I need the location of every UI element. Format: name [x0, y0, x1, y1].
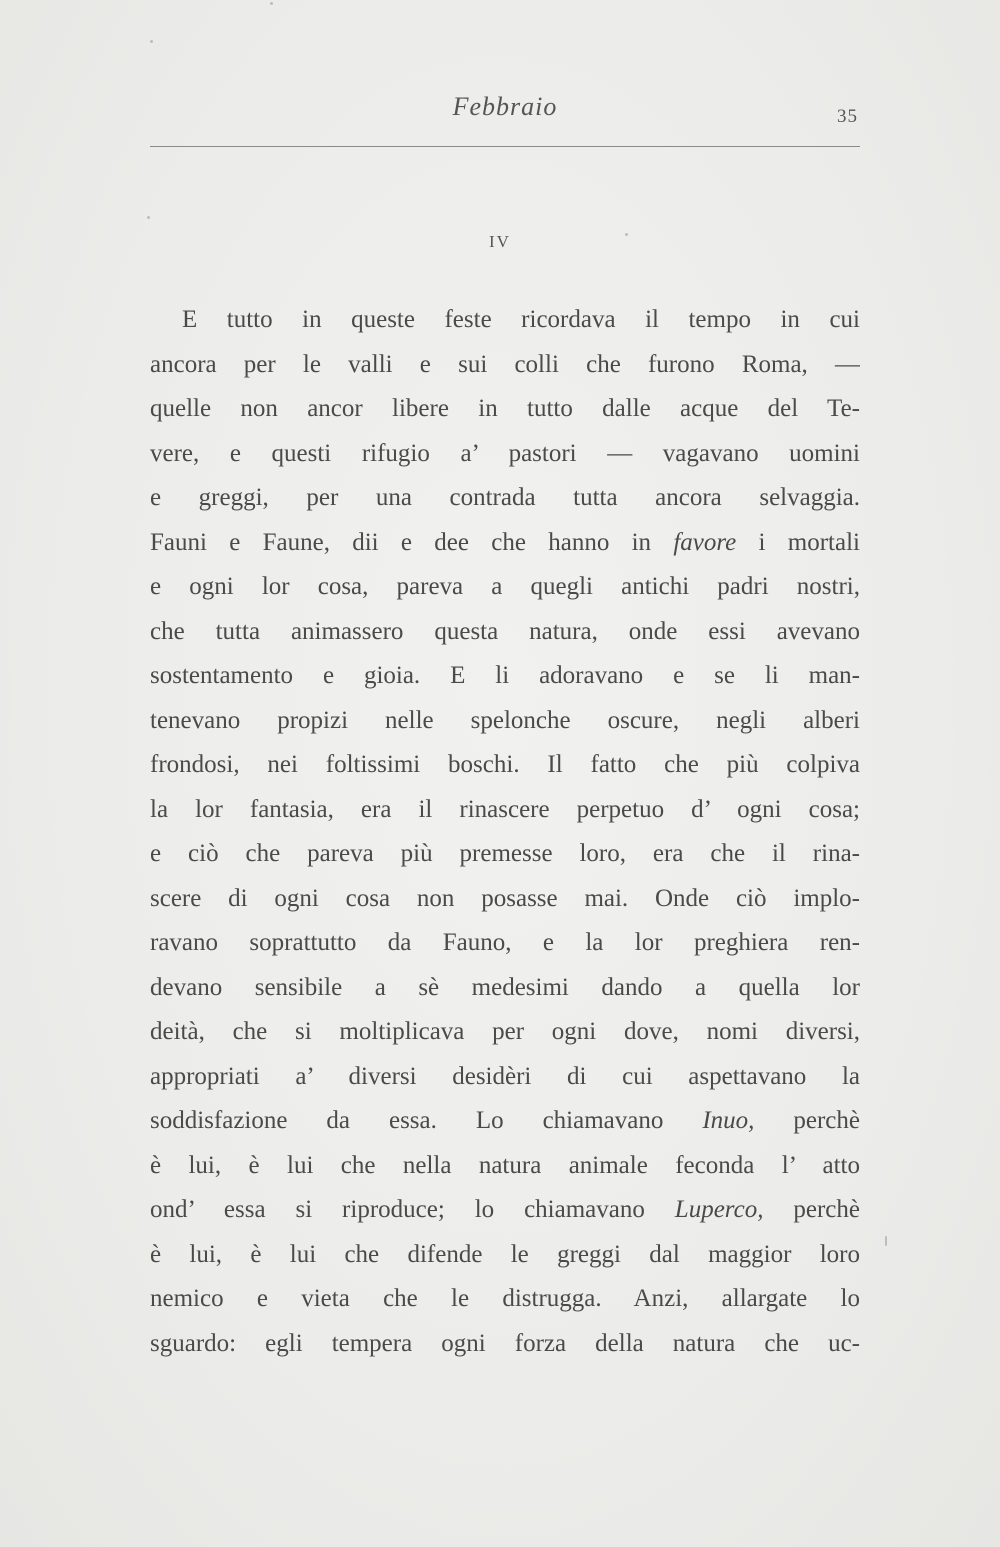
text-line: [150, 699, 860, 744]
text-line: [150, 1233, 860, 1278]
text-line: [150, 565, 860, 610]
text-line: [150, 743, 860, 788]
paper-speck: [885, 1236, 887, 1246]
text-segment: ancora per le valli e sui colli che furono Roma, —: [150, 350, 860, 378]
text-line: [150, 1055, 860, 1100]
text-segment: è lui, è lui che nella natura animale feconda l’ atto: [150, 1151, 860, 1179]
text-segment: scere di ogni cosa non posasse mai. Onde ciò implo-: [150, 884, 860, 912]
text-segment: appropriati a’ diversi desidèri di cui aspettavano la: [150, 1062, 860, 1090]
text-line: [150, 877, 860, 922]
text-segment: la lor fantasia, era il rinascere perpetuo d’ ogni cosa;: [150, 795, 860, 823]
text-line: [150, 654, 860, 699]
text-segment: E tutto in queste feste ricordava il tempo in cui: [182, 306, 860, 333]
text-line: [150, 521, 860, 566]
running-title: Febbraio: [452, 92, 558, 121]
text-segment: ravano soprattutto da Fauno, e la lor preghiera ren-: [150, 929, 860, 956]
text-segment: sguardo: egli tempera ogni forza della natura che uc-: [150, 1329, 860, 1357]
text-line: [150, 610, 860, 655]
text-line: [150, 1144, 860, 1189]
text-line: [150, 387, 860, 432]
text-segment: perchè: [763, 1196, 860, 1223]
text-segment: quelle non ancor libere in tutto dalle acque del Te-: [150, 395, 860, 422]
text-segment: perchè: [754, 1107, 860, 1134]
section-number: IV: [489, 232, 511, 251]
text-line: [150, 298, 860, 343]
text-segment: sostentamento e gioia. E li adoravano e se li man-: [150, 662, 860, 689]
text-segment: nemico e vieta che le distrugga. Anzi, allargate lo: [150, 1285, 860, 1312]
text-line: [150, 921, 860, 966]
text-line: [150, 1010, 860, 1055]
text-line: [150, 1099, 860, 1144]
paper-speck: [150, 40, 153, 43]
text-segment: soddisfazione da essa. Lo chiamavano: [150, 1107, 703, 1134]
italic-term: Luperco,: [674, 1196, 764, 1223]
page-number: 35: [837, 106, 858, 127]
text-line: [150, 1188, 860, 1233]
text-segment: ond’ essa si riproduce; lo chiamavano: [150, 1196, 675, 1223]
text-segment: vere, e questi rifugio a’ pastori — vagavano uomini: [150, 439, 860, 467]
italic-term: favore: [673, 528, 737, 556]
text-line: [150, 432, 860, 477]
text-line: [150, 966, 860, 1011]
text-segment: è lui, è lui che difende le greggi dal maggior loro: [150, 1240, 860, 1268]
text-line: [150, 343, 860, 388]
italic-term: Inuo,: [702, 1107, 755, 1134]
paper-speck: [625, 233, 628, 236]
text-segment: e greggi, per una contrada tutta ancora selvaggia.: [150, 484, 860, 511]
text-segment: devano sensibile a sè medesimi dando a quella lor: [150, 973, 860, 1001]
text-line: [150, 476, 860, 521]
running-head: [150, 88, 860, 147]
text-line: [150, 1277, 860, 1322]
body-text: [150, 298, 860, 1366]
text-segment: tenevano propizi nelle spelonche oscure, negli alberi: [150, 706, 860, 734]
text-segment: che tutta animassero questa natura, onde essi avevano: [150, 617, 860, 645]
text-segment: deità, che si moltiplicava per ogni dove, nomi diversi,: [150, 1018, 860, 1045]
text-segment: Fauni e Faune, dii e dee che hanno in: [150, 528, 674, 556]
text-line: [150, 788, 860, 833]
paper-speck: [147, 216, 150, 219]
text-segment: e ciò che pareva più premesse loro, era che il rina-: [150, 840, 860, 867]
text-segment: i mortali: [736, 528, 860, 556]
text-line: [150, 1322, 860, 1367]
text-segment: e ogni lor cosa, pareva a quegli antichi padri nostri,: [150, 573, 860, 600]
text-segment: frondosi, nei foltissimi boschi. Il fatto che più colpiva: [150, 751, 860, 778]
paper-speck: [270, 2, 273, 5]
text-line: [150, 832, 860, 877]
